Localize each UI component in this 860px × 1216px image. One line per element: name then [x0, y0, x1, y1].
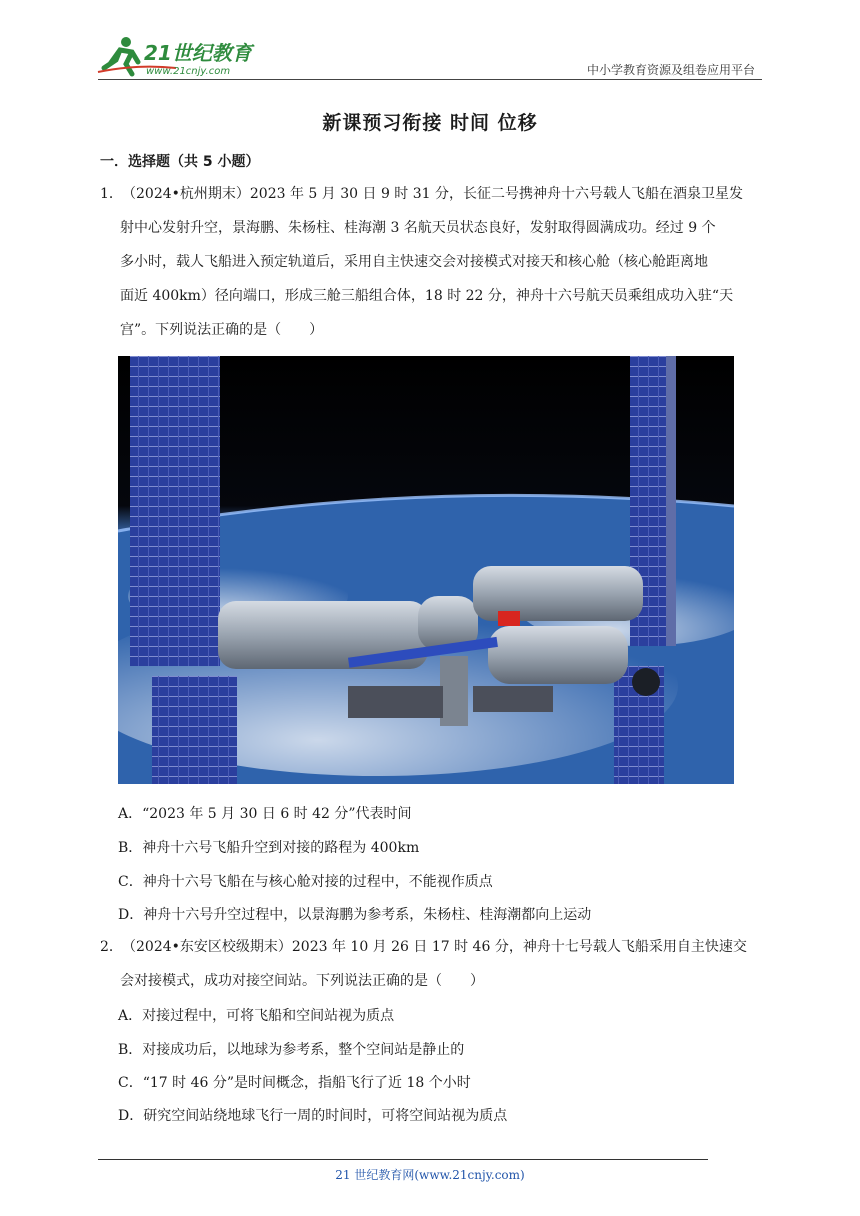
header-platform-text: 中小学教育资源及组卷应用平台 [586, 63, 755, 77]
footer-divider [98, 1159, 708, 1160]
question-1-line-1: 1．（2024•杭州期末）2023 年 5 月 30 日 9 时 31 分，长征二号携神舟十六号载人飞船在酒泉卫星发 [100, 177, 762, 211]
space-station-image [118, 356, 734, 784]
question-1-option-c: C．神舟十六号飞船在与核心舱对接的过程中，不能视作质点 [118, 874, 493, 890]
page-title: 新课预习衔接 时间 位移 [322, 112, 538, 134]
question-2-option-c: C．“17 时 46 分”是时间概念，指船飞行了近 18 个小时 [118, 1075, 471, 1091]
question-2-number: 2． [100, 939, 123, 955]
question-2-line-1: 2．（2024•东安区校级期末）2023 年 10 月 26 日 17 时 46 分，神舟十七号载人飞船采用自主快速交 [100, 930, 762, 964]
logo-text: 21世纪教育 [144, 41, 252, 65]
question-1-number: 1． [100, 186, 123, 202]
header-divider [98, 79, 762, 80]
site-logo [96, 34, 266, 78]
question-2-option-d: D．研究空间站绕地球飞行一周的时间时，可将空间站视为质点 [118, 1108, 508, 1124]
question-1-option-d: D．神舟十六号升空过程中，以景海鹏为参考系，朱杨柱、桂海潮都向上运动 [118, 907, 592, 923]
section-heading: 一．选择题（共 5 小题） [100, 154, 260, 170]
question-1-option-a: A．“2023 年 5 月 30 日 6 时 42 分”代表时间 [118, 806, 412, 822]
question-1 [100, 177, 762, 347]
question-1-line-5: 宫”。下列说法正确的是（ ） [120, 322, 324, 338]
question-1-line-2: 射中心发射升空，景海鹏、朱杨柱、桂海潮 3 名航天员状态良好，发射取得圆满成功。经过 9 个 [120, 220, 716, 236]
question-2-option-b: B．对接成功后，以地球为参考系，整个空间站是静止的 [118, 1042, 465, 1058]
question-2 [100, 930, 762, 998]
runner-logo-icon [96, 34, 266, 78]
question-2-option-a: A．对接过程中，可将飞船和空间站视为质点 [118, 1008, 395, 1024]
question-2-line-2: 会对接模式，成功对接空间站。下列说法正确的是（ ） [120, 973, 484, 989]
question-1-option-b: B．神舟十六号飞船升空到对接的路程为 400km [118, 840, 420, 856]
question-1-line-3: 多小时，载人飞船进入预定轨道后，采用自主快速交会对接模式对接天和核心舱（核心舱距离地 [120, 254, 708, 270]
logo-url: www.21cnjy.com [146, 66, 231, 77]
question-1-line-4: 面近 400km）径向端口，形成三舱三船组合体，18 时 22 分，神舟十六号航天员乘组成功入驻“天 [120, 288, 734, 304]
footer-link[interactable]: 21 世纪教育网(www.21cnjy.com) [335, 1168, 525, 1182]
